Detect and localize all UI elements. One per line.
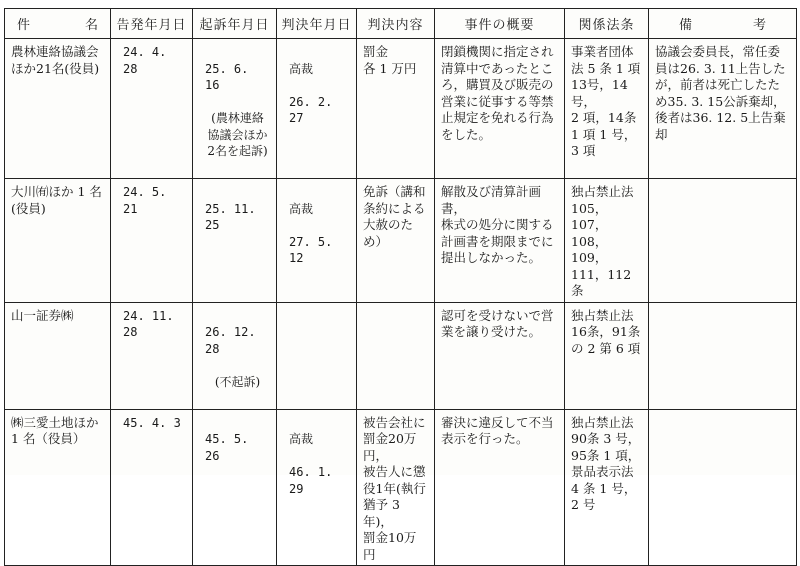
cell-remarks [649,179,797,303]
cell-related-laws: 事業者団体 法 5 条 1 項 13号，14号， 2 項，14条 1 項 1 号， 3 項 [565,39,649,179]
cell-case-summary: 解散及び清算計画書， 株式の処分に関する 計画書を期限までに 提出しなかった。 [435,179,565,303]
judgment-date-text: 46. 1. 29 [289,465,333,496]
table-row [5,39,797,179]
table-row [5,179,797,303]
judgment-date-text: 27. 5. 12 [289,234,333,265]
judgment-date-text: 26. 2. 27 [289,94,333,125]
judgment-court: 高裁 [289,61,314,76]
header-remarks-right: 考 [752,17,766,33]
cell-notice-date: 24. 11. 28 [111,302,193,409]
cell-judgment-date [277,179,357,303]
indictment-date-text: 25. 11. 25 [205,201,256,232]
cell-remarks: 協議会委員長，常任委 員は26. 3. 11上告した が，前者は死亡したた め35. 3. 15公訴棄却， 後者は36. 12. 5上告棄 却 [649,39,797,179]
indictment-date-text: 45. 5. 26 [205,432,249,463]
header-remarks [649,9,797,39]
header-related-laws: 関係法条 [565,9,649,39]
cell-related-laws: 独占禁止法 90条 3 号， 95条 1 項， 景品表示法 4 条 1 号， 2 号 [565,409,649,566]
cell-case-summary: 審決に違反して不当 表示を行った。 [435,409,565,566]
table-header-row [5,9,797,39]
cell-indictment-date [193,179,277,303]
indictment-note: (農林連絡 協議会ほか 2名を起訴) [207,111,268,158]
header-remarks-left: 備 [679,17,693,33]
cell-remarks [649,302,797,409]
cell-verdict [357,302,435,409]
header-verdict: 判決内容 [357,9,435,39]
cell-case-summary: 認可を受けないで営 業を譲り受けた。 [435,302,565,409]
cell-judgment-date [277,39,357,179]
cell-notice-date: 45. 4. 3 [111,409,193,566]
header-case-summary: 事件の概要 [435,9,565,39]
table-row [5,409,797,566]
cell-case-name: ㈱三愛土地ほか 1 名（役員） [5,409,111,566]
cell-indictment-date [193,409,277,566]
judgment-court: 高裁 [289,432,314,446]
indictment-date-text: 25. 6. 16 [205,61,249,92]
header-indictment-date: 起訴年月日 [193,9,277,39]
indictment-note: (不起訴) [214,374,261,389]
cell-verdict: 免訴（講和 条約による 大赦のた め） [357,179,435,303]
cell-judgment-date [277,302,357,409]
cell-notice-date: 24. 5. 21 [111,179,193,303]
document-page [4,8,796,562]
cell-verdict: 罰金 各 1 万円 [357,39,435,179]
cell-judgment-date [277,409,357,566]
prosecution-cases-table [4,8,797,566]
cell-verdict: 被告会社に 罰金20万円， 被告人に懲 役1年(執行 猶予 3 年)， 罰金10万円 [357,409,435,566]
cell-indictment-date [193,302,277,409]
judgment-court: 高裁 [289,201,314,216]
header-case-name-right: 名 [84,17,98,33]
cell-indictment-date [193,39,277,179]
header-case-name-left: 件 [17,17,31,33]
indictment-date-text: 26. 12. 28 [205,325,256,356]
cell-case-name: 大川㈲ほか 1 名 (役員) [5,179,111,303]
cell-remarks [649,409,797,566]
table-row [5,302,797,409]
header-judgment-date: 判決年月日 [277,9,357,39]
cell-case-name: 山一証券㈱ [5,302,111,409]
cell-related-laws: 独占禁止法 105，107， 108，109， 111，112条 [565,179,649,303]
cell-notice-date: 24. 4. 28 [111,39,193,179]
cell-case-summary: 閉鎖機関に指定され 清算中であったとこ ろ，購買及び販売の 営業に従事する等禁 止規定を免れる行為 をした。 [435,39,565,179]
header-case-name [5,9,111,39]
cell-case-name: 農林連絡協議会 ほか21名(役員) [5,39,111,179]
cell-related-laws: 独占禁止法 16条，91条 の 2 第 6 項 [565,302,649,409]
header-notice-date: 告発年月日 [111,9,193,39]
